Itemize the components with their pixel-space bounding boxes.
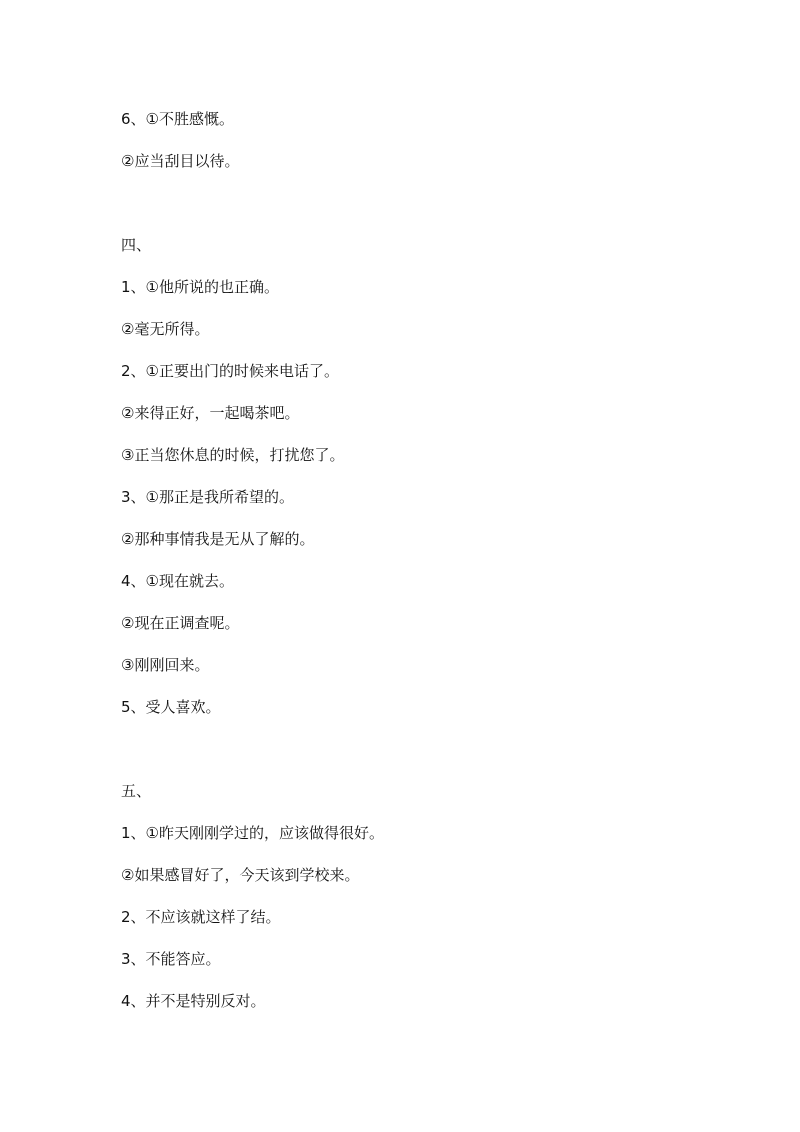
answer-5-1-2: ②如果感冒好了，今天该到学校来。 (121, 866, 360, 884)
answer-4-2-3: ③正当您休息的时候，打扰您了。 (121, 446, 345, 464)
answer-6-2: ②应当刮目以待。 (121, 152, 240, 170)
answer-4-3-2: ②那种事情我是无从了解的。 (121, 530, 315, 548)
answer-4-3-1: 3、①那正是我所希望的。 (121, 488, 294, 506)
section-four-heading: 四、 (121, 236, 152, 254)
answer-4-2-2: ②来得正好，一起喝茶吧。 (121, 404, 300, 422)
answer-5-1-1: 1、①昨天刚刚学过的，应该做得很好。 (121, 824, 384, 842)
answer-4-4-1: 4、①现在就去。 (121, 572, 234, 590)
answer-4-1-1: 1、①他所说的也正确。 (121, 278, 279, 296)
answer-6-1: 6、①不胜感慨。 (121, 110, 234, 128)
section-five-heading: 五、 (121, 782, 152, 800)
answer-4-4-2: ②现在正调查呢。 (121, 614, 240, 632)
answer-4-4-3: ③刚刚回来。 (121, 656, 210, 674)
answer-4-5: 5、受人喜欢。 (121, 698, 221, 716)
answer-4-1-2: ②毫无所得。 (121, 320, 210, 338)
answer-4-2-1: 2、①正要出门的时候来电话了。 (121, 362, 339, 380)
answer-5-3: 3、不能答应。 (121, 950, 221, 968)
answer-5-2: 2、不应该就这样了结。 (121, 908, 281, 926)
answer-5-4: 4、并不是特别反对。 (121, 992, 266, 1010)
